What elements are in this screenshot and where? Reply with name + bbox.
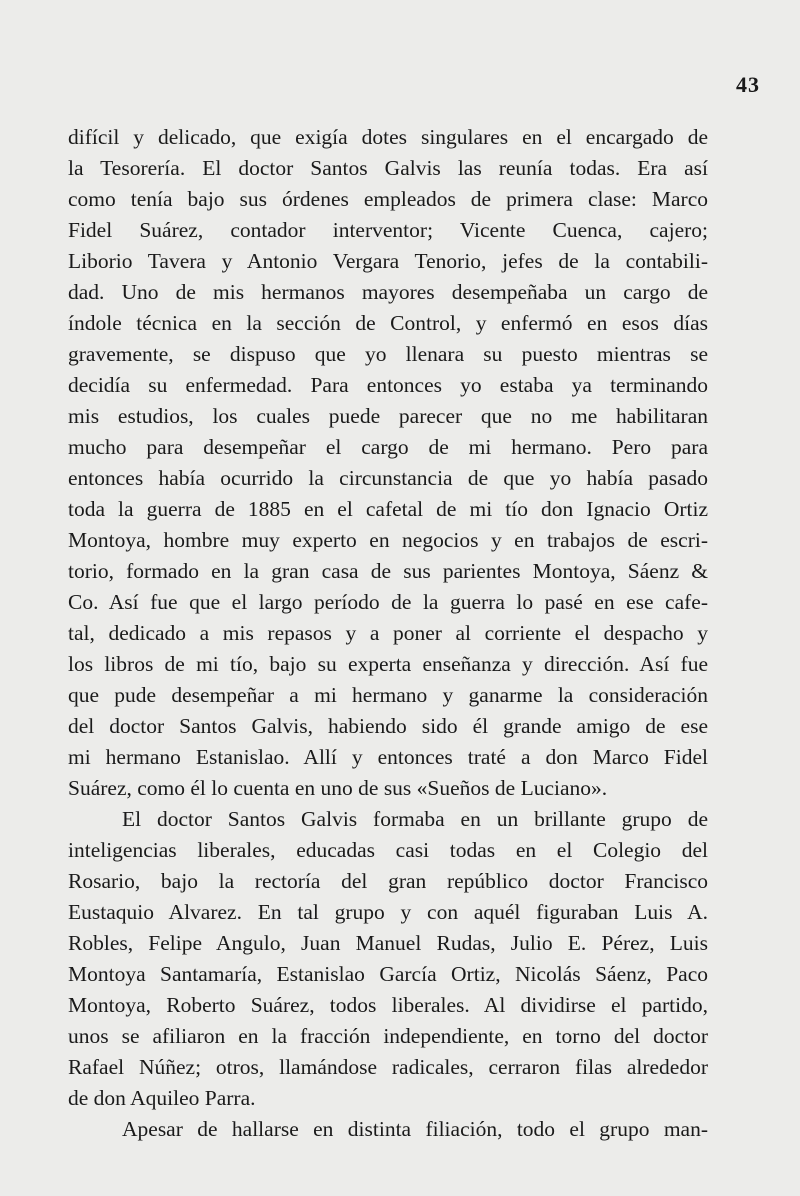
text-line: Suárez, como él lo cuenta en uno de sus «Sueños de Luciano». <box>68 776 608 800</box>
page-number: 43 <box>736 72 760 97</box>
text-line: decidía su enfermedad. Para entonces yo estaba ya terminando <box>68 373 708 397</box>
body-text <box>68 122 708 1145</box>
text-line: índole técnica en la sección de Control, y enfermó en esos días <box>68 311 708 335</box>
text-line: Apesar de hallarse en distinta filiación, todo el grupo man- <box>122 1117 708 1141</box>
text-line: toda la guerra de 1885 en el cafetal de mi tío don Ignacio Ortiz <box>68 497 708 521</box>
text-line: que pude desempeñar a mi hermano y ganarme la consideración <box>68 683 708 707</box>
text-line: Rafael Núñez; otros, llamándose radicales, cerraron filas alrededor <box>68 1055 708 1079</box>
text-line: mis estudios, los cuales puede parecer que no me habilitaran <box>68 404 708 428</box>
text-line: Robles, Felipe Angulo, Juan Manuel Rudas, Julio E. Pérez, Luis <box>68 931 708 955</box>
text-line: los libros de mi tío, bajo su experta enseñanza y dirección. Así fue <box>68 652 708 676</box>
text-line: mucho para desempeñar el cargo de mi hermano. Pero para <box>68 435 708 459</box>
text-line: torio, formado en la gran casa de sus parientes Montoya, Sáenz & <box>68 559 708 583</box>
text-line: Montoya, Roberto Suárez, todos liberales. Al dividirse el partido, <box>68 993 708 1017</box>
text-line: difícil y delicado, que exigía dotes singulares en el encargado de <box>68 125 708 149</box>
text-line: Liborio Tavera y Antonio Vergara Tenorio, jefes de la contabili- <box>68 249 708 273</box>
text-line: entonces había ocurrido la circunstancia de que yo había pasado <box>68 466 708 490</box>
text-line: Montoya, hombre muy experto en negocios y en trabajos de escri- <box>68 528 708 552</box>
text-line: Rosario, bajo la rectoría del gran repúblico doctor Francisco <box>68 869 708 893</box>
text-line: Fidel Suárez, contador interventor; Vicente Cuenca, cajero; <box>68 218 708 242</box>
text-line: del doctor Santos Galvis, habiendo sido él grande amigo de ese <box>68 714 708 738</box>
text-line: Montoya Santamaría, Estanislao García Ortiz, Nicolás Sáenz, Paco <box>68 962 708 986</box>
text-line: la Tesorería. El doctor Santos Galvis las reunía todas. Era así <box>68 156 708 180</box>
text-line: inteligencias liberales, educadas casi todas en el Colegio del <box>68 838 708 862</box>
paragraph-3 <box>68 1114 708 1145</box>
text-line: gravemente, se dispuso que yo llenara su puesto mientras se <box>68 342 708 366</box>
text-line: como tenía bajo sus órdenes empleados de primera clase: Marco <box>68 187 708 211</box>
text-line: El doctor Santos Galvis formaba en un brillante grupo de <box>122 807 708 831</box>
text-line: Eustaquio Alvarez. En tal grupo y con aquél figuraban Luis A. <box>68 900 708 924</box>
text-line: de don Aquileo Parra. <box>68 1086 256 1110</box>
paragraph-1 <box>68 122 708 804</box>
text-line: unos se afiliaron en la fracción independiente, en torno del doctor <box>68 1024 708 1048</box>
text-line: dad. Uno de mis hermanos mayores desempeñaba un cargo de <box>68 280 708 304</box>
text-line: tal, dedicado a mis repasos y a poner al corriente el despacho y <box>68 621 708 645</box>
text-line: Co. Así fue que el largo período de la guerra lo pasé en ese cafe- <box>68 590 708 614</box>
text-line: mi hermano Estanislao. Allí y entonces traté a don Marco Fidel <box>68 745 708 769</box>
paragraph-2 <box>68 804 708 1114</box>
